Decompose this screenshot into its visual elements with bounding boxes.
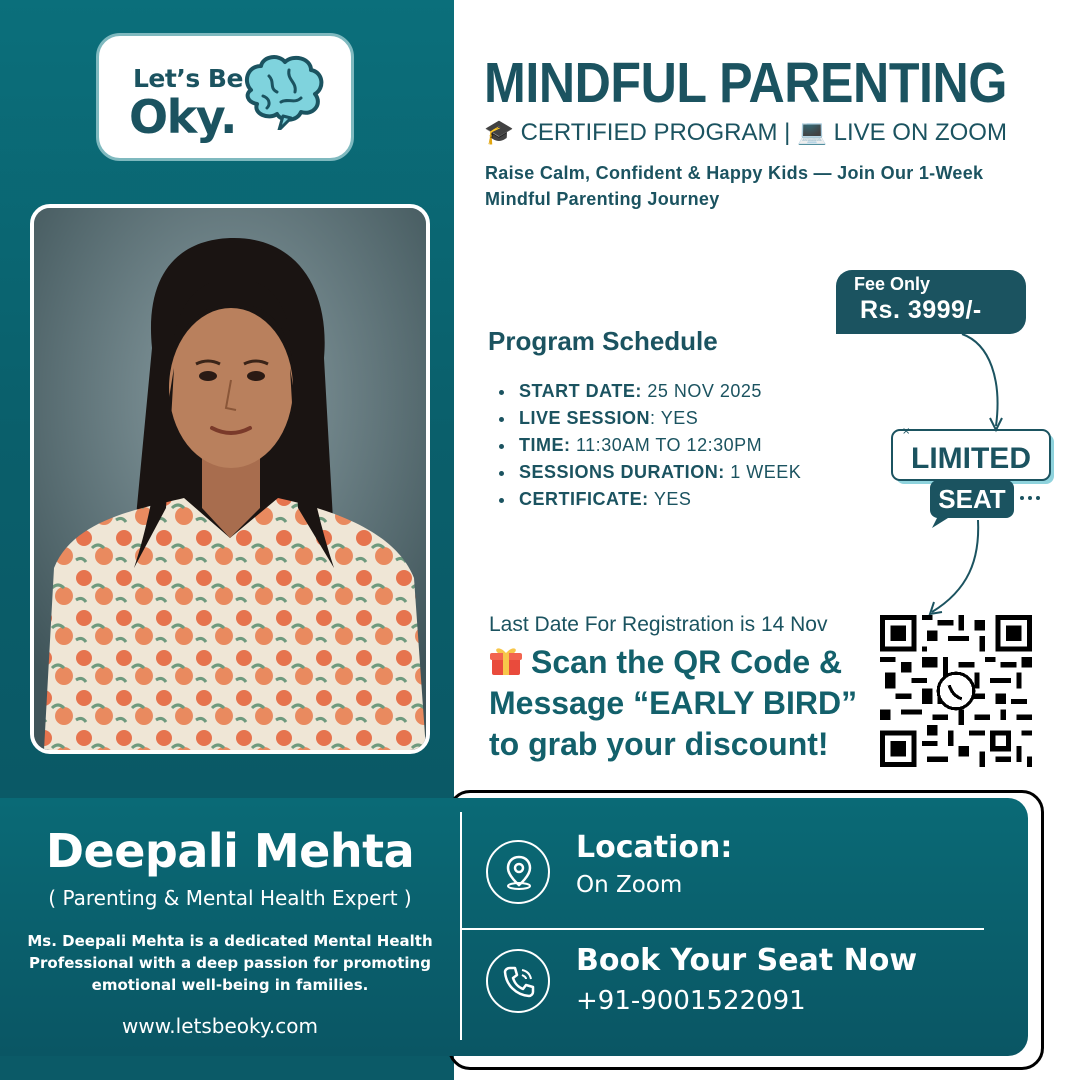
schedule-list — [499, 378, 801, 513]
schedule-title: Program Schedule — [488, 326, 718, 356]
location-value: On Zoom — [576, 872, 683, 898]
expert-photo — [30, 204, 430, 754]
booking-phone-number[interactable]: +91-9001522091 — [576, 986, 806, 1016]
fee-label: Fee Only — [854, 274, 931, 294]
svg-text:×: × — [902, 426, 911, 437]
schedule-item — [499, 405, 801, 432]
schedule-value: 11:30AM TO 12:30PM — [570, 435, 763, 455]
expert-bio: Ms. Deepali Mehta is a dedicated Mental Health Professional with a deep passion for promoting emotional well-being in families. — [27, 932, 433, 994]
schedule-key: LIVE SESSION — [519, 408, 651, 428]
subtitle-live: LIVE ON ZOOM — [833, 119, 1007, 146]
schedule-key: TIME: — [519, 435, 571, 455]
schedule-key: CERTIFICATE: — [519, 489, 649, 509]
laptop-icon: 💻 — [797, 119, 827, 146]
schedule-value: 25 NOV 2025 — [641, 381, 762, 401]
qr-code[interactable] — [880, 615, 1032, 767]
website-link[interactable]: www.letsbeoky.com — [122, 1014, 318, 1038]
program-subtitle — [484, 118, 1007, 147]
gift-icon — [489, 645, 523, 677]
program-tagline: Raise Calm, Confident & Happy Kids — Join Our 1-Week Mindful Parenting Journey — [485, 163, 984, 209]
registration-deadline: Last Date For Registration is 14 Nov — [489, 613, 828, 636]
schedule-value: YES — [648, 489, 692, 509]
schedule-value: 1 WEEK — [724, 462, 802, 482]
schedule-item — [499, 486, 801, 513]
logo-text-line1: Let’s Be — [133, 64, 243, 93]
horizontal-divider — [462, 928, 984, 930]
phone-icon[interactable] — [486, 949, 550, 1013]
schedule-key: START DATE: — [519, 381, 642, 401]
schedule-item — [499, 432, 801, 459]
subtitle-certified: CERTIFIED PROGRAM | — [520, 119, 791, 146]
booking-title: Book Your Seat Now — [576, 943, 918, 978]
schedule-item — [499, 459, 801, 486]
whatsapp-icon — [938, 673, 974, 709]
qr-call-to-action-text: Scan the QR Code & Message “EARLY BIRD” to grab your discount! — [489, 644, 858, 762]
vertical-divider — [460, 812, 462, 1040]
graduation-cap-icon: 🎓 — [484, 119, 514, 146]
expert-role: ( Parenting & Mental Health Expert ) — [48, 886, 412, 910]
qr-call-to-action — [489, 642, 889, 765]
limited-seat-badge — [882, 424, 1062, 534]
seat-text: SEAT — [938, 484, 1006, 514]
program-title: MINDFUL PARENTING — [484, 51, 1007, 115]
location-pin-icon — [486, 840, 550, 904]
portrait-image — [34, 208, 426, 750]
schedule-value: : YES — [650, 408, 699, 428]
schedule-key: SESSIONS DURATION: — [519, 462, 725, 482]
fee-badge — [836, 270, 1026, 334]
schedule-item — [499, 378, 801, 405]
brain-icon — [239, 52, 325, 130]
limited-text: LIMITED — [911, 442, 1031, 475]
logo-text-line2: Oky. — [129, 90, 236, 144]
fee-value: Rs. 3999/- — [860, 296, 982, 324]
expert-name: Deepali Mehta — [45, 824, 415, 878]
location-title: Location: — [576, 830, 733, 865]
brand-logo — [96, 33, 354, 161]
